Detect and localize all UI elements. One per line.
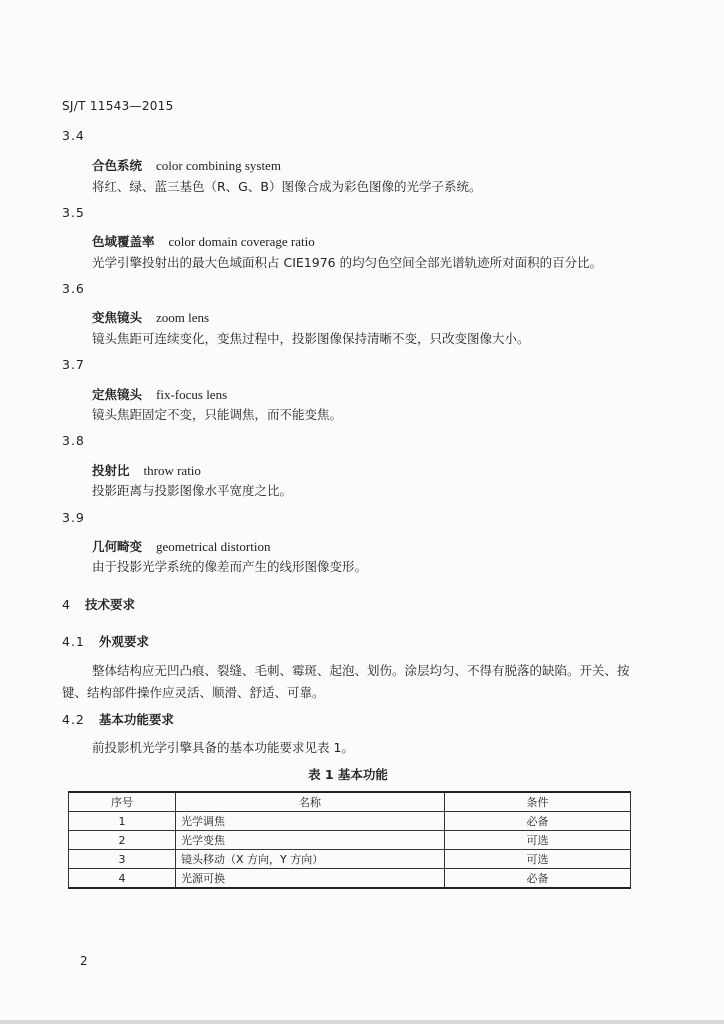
section-heading: [62, 595, 135, 613]
term-zh: 投射比: [92, 463, 130, 478]
section-title: 技术要求: [84, 597, 135, 612]
clause-number: 3.6: [62, 281, 85, 296]
cell-index: 3: [69, 850, 176, 869]
clause-number: 3.9: [62, 510, 85, 525]
cell-index: 1: [69, 812, 176, 831]
term-zh: 色域覆盖率: [92, 234, 155, 249]
table-header-row: [69, 792, 631, 812]
term-en: color combining system: [156, 158, 281, 173]
term-definition: 光学引擎投射出的最大色域面积占 CIE1976 的均匀色空间全部光谱轨迹所对面积的百分比。: [92, 255, 603, 270]
term-title: [92, 385, 227, 403]
term-en: throw ratio: [143, 463, 201, 478]
clause-number: 3.5: [62, 205, 85, 220]
paragraph-line: 整体结构应无凹凸痕、裂缝、毛刺、霉斑、起泡、划伤。涂层均匀、不得有脱落的缺陷。开关、按: [92, 663, 630, 678]
table-caption: 表 1 基本功能: [308, 767, 388, 782]
subsection-heading: [62, 710, 174, 728]
term-title: [92, 156, 281, 174]
term-definition: 将红、绿、蓝三基色（R、G、B）图像合成为彩色图像的光学子系统。: [92, 179, 482, 194]
column-header-name: 名称: [176, 792, 445, 812]
table-row: [69, 812, 631, 831]
term-definition: 镜头焦距可连续变化，变焦过程中，投影图像保持清晰不变，只改变图像大小。: [92, 331, 530, 346]
term-title: [92, 232, 315, 250]
term-title: [92, 308, 209, 326]
clause-number: 3.7: [62, 357, 85, 372]
subsection-number: 4.2: [62, 712, 85, 727]
cell-index: 2: [69, 831, 176, 850]
table-row: [69, 850, 631, 869]
subsection-heading: [62, 632, 149, 650]
clause-number: 3.4: [62, 128, 85, 143]
paragraph-line: 键、结构部件操作应灵活、顺滑、舒适、可靠。: [62, 685, 325, 700]
cell-condition: 必备: [445, 869, 631, 889]
term-definition: 镜头焦距固定不变，只能调焦，而不能变焦。: [92, 407, 343, 422]
standard-number: SJ/T 11543—2015: [62, 99, 174, 113]
page-number: 2: [80, 954, 88, 968]
cell-index: 4: [69, 869, 176, 889]
term-definition: 投影距离与投影图像水平宽度之比。: [92, 483, 293, 498]
term-zh: 几何畸变: [92, 539, 143, 554]
cell-condition: 可选: [445, 850, 631, 869]
term-en: zoom lens: [156, 310, 210, 325]
section-number: 4: [62, 597, 71, 612]
cell-condition: 可选: [445, 831, 631, 850]
term-definition: 由于投影光学系统的像差而产生的线形图像变形。: [92, 559, 368, 574]
subsection-title: 基本功能要求: [98, 712, 174, 727]
column-header-index: 序号: [69, 792, 176, 812]
term-title: [92, 461, 201, 479]
table-row: [69, 869, 631, 889]
table-row: [69, 831, 631, 850]
subsection-number: 4.1: [62, 634, 85, 649]
basic-functions-table: [68, 791, 631, 889]
subsection-title: 外观要求: [98, 634, 149, 649]
cell-name: 光学变焦: [176, 831, 445, 850]
term-en: fix-focus lens: [156, 387, 228, 402]
term-zh: 合色系统: [92, 158, 143, 173]
column-header-condition: 条件: [445, 792, 631, 812]
clause-number: 3.8: [62, 433, 85, 448]
paragraph-line: 前投影机光学引擎具备的基本功能要求见表 1。: [92, 740, 354, 755]
term-title: [92, 537, 270, 555]
cell-condition: 必备: [445, 812, 631, 831]
cell-name: 光源可换: [176, 869, 445, 889]
term-zh: 定焦镜头: [92, 387, 143, 402]
cell-name: 镜头移动（X 方向，Y 方向）: [176, 850, 445, 869]
term-en: geometrical distortion: [156, 539, 271, 554]
term-en: color domain coverage ratio: [168, 234, 315, 249]
page-bottom-edge: [0, 1020, 724, 1024]
cell-name: 光学调焦: [176, 812, 445, 831]
term-zh: 变焦镜头: [92, 310, 143, 325]
